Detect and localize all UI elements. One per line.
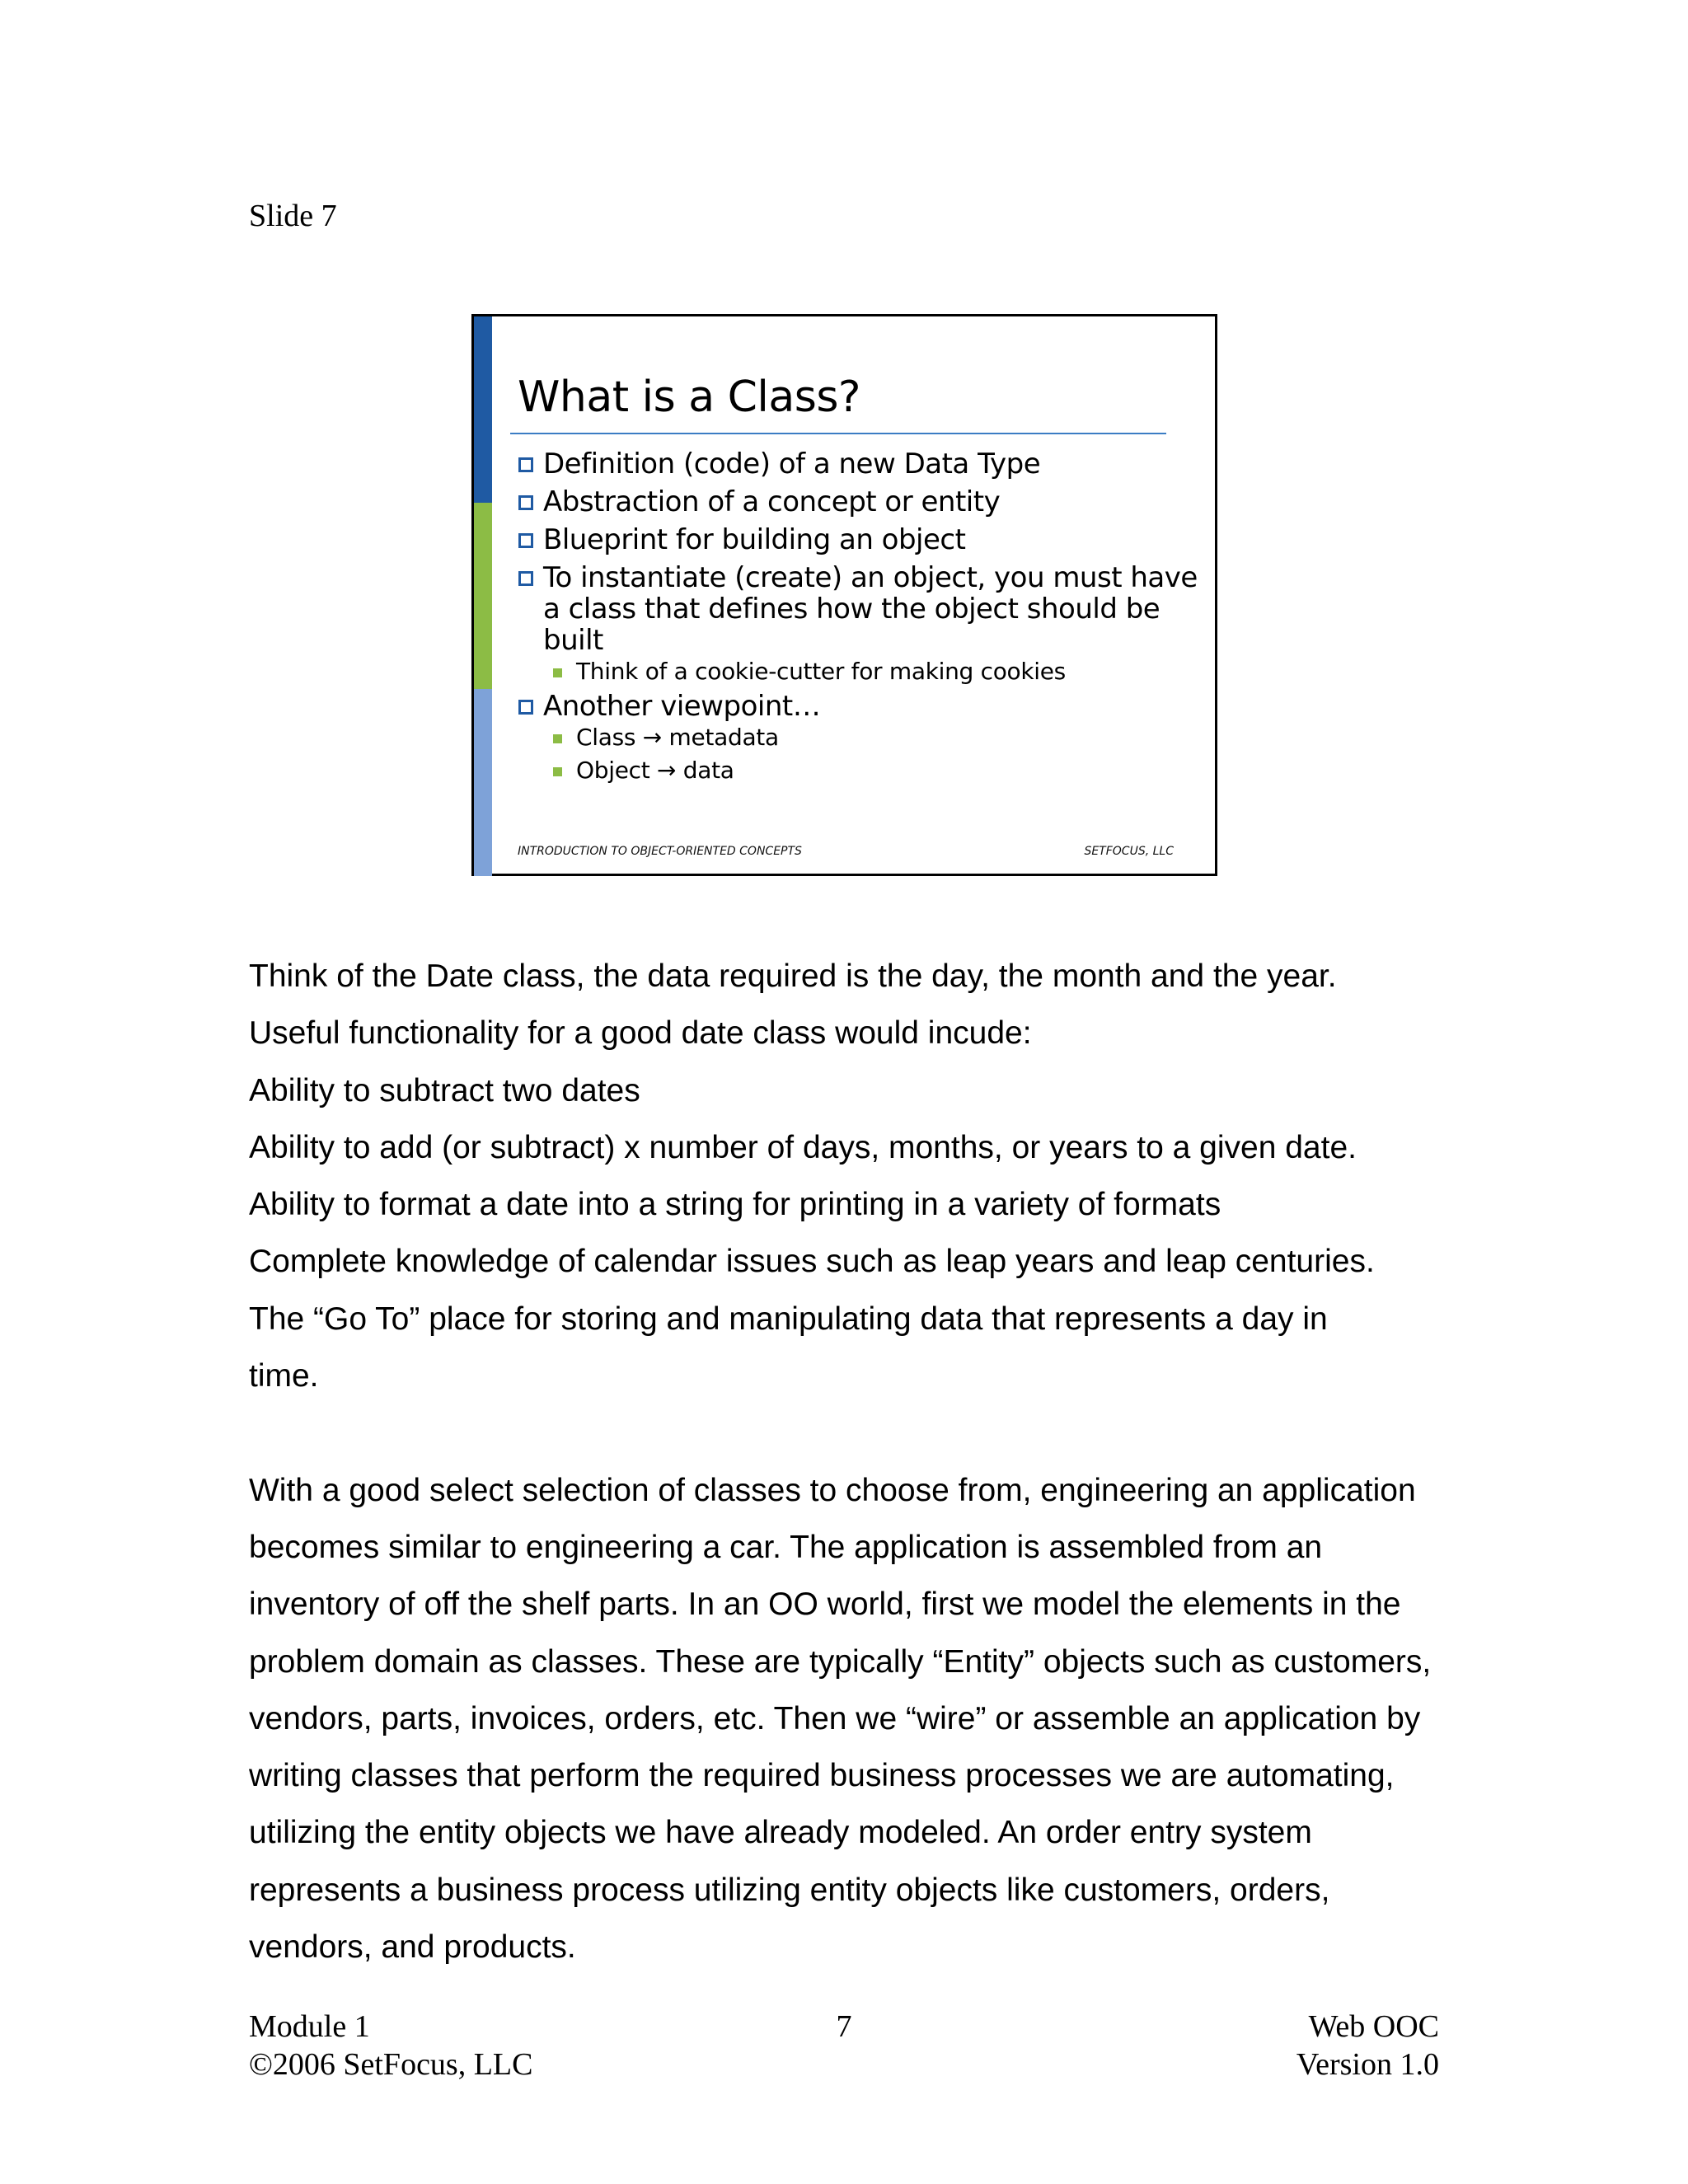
footer-course: Web OOC xyxy=(1308,2009,1439,2044)
slide-footer-right: SETFOCUS, LLC xyxy=(1084,845,1174,858)
notes-line: Think of the Date class, the data required is the day, the month and the year. xyxy=(249,958,1337,994)
notes-line: The “Go To” place for storing and manipulating data that represents a day in time. xyxy=(249,1301,1328,1394)
bullet-item: Abstraction of a concept or entity xyxy=(517,486,1201,518)
notes-line: Useful functionality for a good date class would incude: xyxy=(249,1015,1032,1052)
footer-right xyxy=(1296,2008,1439,2083)
sub-bullet-item: Class → metadata xyxy=(517,724,1201,752)
slide-footer-left: INTRODUCTION TO OBJECT-ORIENTED CONCEPTS xyxy=(518,845,802,858)
bullet-item: Definition (code) of a new Data Type xyxy=(517,448,1201,480)
slide-title: What is a Class? xyxy=(518,373,861,422)
slide-thumbnail xyxy=(471,314,1217,876)
notes-line: Ability to format a date into a string for printing in a variety of formats xyxy=(249,1187,1221,1223)
accent-bar-green xyxy=(474,503,492,689)
bullet-item: To instantiate (create) an object, you must have a class that defines how the object should be built xyxy=(517,562,1201,656)
notes-line: Ability to subtract two dates xyxy=(249,1072,640,1108)
slide-bullet-list xyxy=(517,448,1201,790)
footer-module: Module 1 xyxy=(249,2009,370,2044)
square-bullet-icon xyxy=(518,457,533,472)
accent-bar-blue xyxy=(474,316,492,503)
bullet-item: Blueprint for building an object xyxy=(517,524,1201,555)
notes-line: Ability to add (or subtract) x number of days, months, or years to a given date. xyxy=(249,1129,1357,1165)
title-divider xyxy=(510,433,1166,434)
footer-version: Version 1.0 xyxy=(1296,2047,1439,2082)
notes-paragraph: With a good select selection of classes to choose from, engineering an application becomes similar to engineering a car. The application is assembled from an inventory of off the shelf parts. In an OO world, first we model the elements in the problem domain as classes. These are typically “Entity” objects such as customers, vendors, parts, invoices, orders, etc. Then we “wire” or assemble an application by writing classes that perform the required business processes we are automating, utilizing the entity objects we have already modeled. An order entry system represents a business process utilizing entity objects like customers, orders, vendors, and products. xyxy=(249,1472,1432,1966)
notes-line: Complete knowledge of calendar issues such as leap years and leap centuries. xyxy=(249,1244,1375,1280)
bullet-item: Another viewpoint… xyxy=(517,691,1201,722)
slide-label: Slide 7 xyxy=(249,199,337,233)
square-bullet-icon xyxy=(518,700,533,715)
accent-bar-lightblue xyxy=(474,689,492,876)
paragraph-gap xyxy=(249,1404,1444,1461)
green-square-bullet-icon xyxy=(553,734,562,743)
square-bullet-icon xyxy=(518,533,533,548)
notes-body xyxy=(249,948,1444,1975)
footer-copyright: ©2006 SetFocus, LLC xyxy=(249,2047,533,2082)
green-square-bullet-icon xyxy=(553,668,562,677)
green-square-bullet-icon xyxy=(553,767,562,776)
square-bullet-icon xyxy=(518,495,533,510)
sub-bullet-item: Think of a cookie-cutter for making cookies xyxy=(517,658,1201,686)
sub-bullet-item: Object → data xyxy=(517,757,1201,785)
footer-page-number: 7 xyxy=(836,2009,852,2044)
square-bullet-icon xyxy=(518,571,533,586)
